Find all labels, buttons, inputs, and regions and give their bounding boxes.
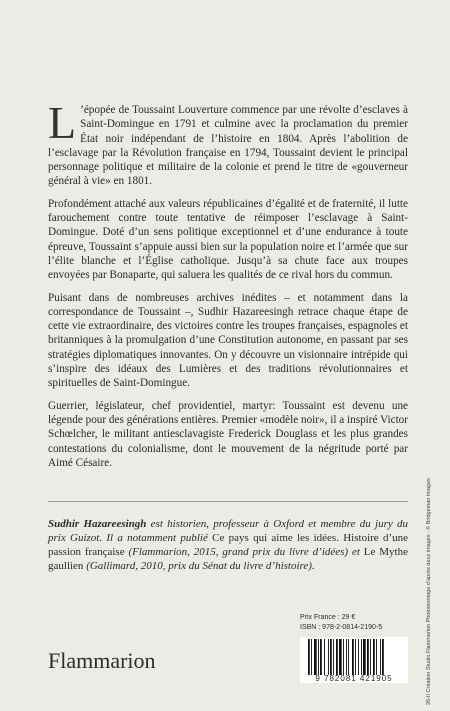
barcode-bar xyxy=(346,639,347,675)
paragraph-2: Profondément attaché aux valeurs républicaines d’égalité et de fraternité, il lutte farouchement contre toute tentative de réimposer l’esclavage à Saint-Domingue. Doté d’un sens politique exceptionnel et d’une endurance à toute épreuve, Toussaint s’appuie aussi bien sur la population noire et l’armée que sur l’élite blanche et l’Église catholique. Jusqu’à sa chute face aux troupes envoyées par Bonaparte, qui saluera les qualités de ce rival hors du commun. xyxy=(48,197,408,282)
barcode-bar xyxy=(361,639,362,675)
barcode-bar xyxy=(311,639,312,675)
paragraph-3: Puisant dans de nombreuses archives inédites – et notamment dans la correspondance de Toussaint –, Sudhir Hazareesingh retrace chaque étape de cette vie extraordinaire, des victoires contre les troupes françaises, espagnoles et britanniques à la promulgation d’une Constitution autonome, en passant par ses stratégies diplomatiques innovantes. On y découvre un visionnaire intrépide qui s’inspire des idéaux des Lumières et des traditions révolutionnaires et spirituelles de Saint-Domingue. xyxy=(48,291,408,390)
barcode-bar xyxy=(339,639,342,675)
bio-text-3: (Gallimard, 2010, prix du Sénat du livre d’histoire). xyxy=(83,560,315,572)
barcode-digits: 9 782081 421905 xyxy=(315,674,393,683)
barcode xyxy=(300,637,408,683)
paragraph-1 xyxy=(48,97,408,189)
barcode-bar xyxy=(358,639,359,675)
barcode-bar xyxy=(318,639,319,675)
barcode-bar xyxy=(336,639,338,675)
barcode-bar xyxy=(367,639,369,675)
barcode-bar xyxy=(373,639,375,675)
barcode-bar xyxy=(320,639,322,675)
separator-rule xyxy=(48,501,408,502)
barcode-bar xyxy=(343,639,344,675)
paragraph-1-text: ’épopée de Toussaint Louverture commence par une révolte d’esclaves à Saint-Domingue en 1791 et culmine avec la proclamation du premier État noir indépendant de l’histoire en 1804. Après l’abolition de l’esclavage par la Révolution française en 1794, Toussaint devient le principal personnage politique et militaire de la colonie et prend le titre de «gouverneur général à vie» en 1801. xyxy=(48,104,408,188)
price-label: Prix France : 29 € xyxy=(300,614,356,621)
barcode-bar xyxy=(380,639,381,675)
barcode-bar xyxy=(370,639,371,675)
author-bio xyxy=(48,517,408,573)
bio-title-1: Ce pays qui aime les idées. Histoire d’une passion française xyxy=(48,532,408,558)
author-name: Sudhir Hazareesingh xyxy=(48,518,147,530)
isbn-label: ISBN : 978-2-0814-2190-5 xyxy=(300,624,383,631)
barcode-bar xyxy=(324,639,325,675)
barcode-bar xyxy=(376,639,377,675)
bio-text-2: (Flammarion, 2015, grand prix du livre d’idées) et xyxy=(124,546,364,558)
blurb xyxy=(48,97,408,478)
barcode-bar xyxy=(355,639,356,675)
barcode-bar xyxy=(348,639,349,675)
barcode-bar xyxy=(382,639,384,675)
barcode-bar xyxy=(333,639,334,675)
barcode-bar xyxy=(308,639,310,675)
barcode-bar xyxy=(363,639,366,675)
side-credit: 26-II Création Studio Flammarion Photomontage d’après deux images : © Bridgeman Images xyxy=(426,478,432,705)
drop-cap: L xyxy=(48,97,77,148)
barcode-bars xyxy=(308,639,404,675)
barcode-bar xyxy=(330,639,332,675)
bio-text-1: est historien, professeur à Oxford et membre du jury du prix Guizot. Il a notamment publié xyxy=(48,518,408,544)
publisher-logo: Flammarion xyxy=(48,648,156,673)
barcode-bar xyxy=(314,639,317,675)
paragraph-4: Guerrier, législateur, chef providentiel, martyr: Toussaint est devenu une légende pour des générations entières. Premier «modèle noir», il a inspiré Victor Schœlcher, le militant antiesclavagiste Frederick Douglass et les plus grandes contestations du colonialisme, dont le mouvement de la négritude porté par Aimé Césaire. xyxy=(48,399,408,469)
barcode-bar xyxy=(328,639,329,675)
bio-title-2: Le Mythe gaullien xyxy=(48,546,408,572)
barcode-bar xyxy=(352,639,354,675)
